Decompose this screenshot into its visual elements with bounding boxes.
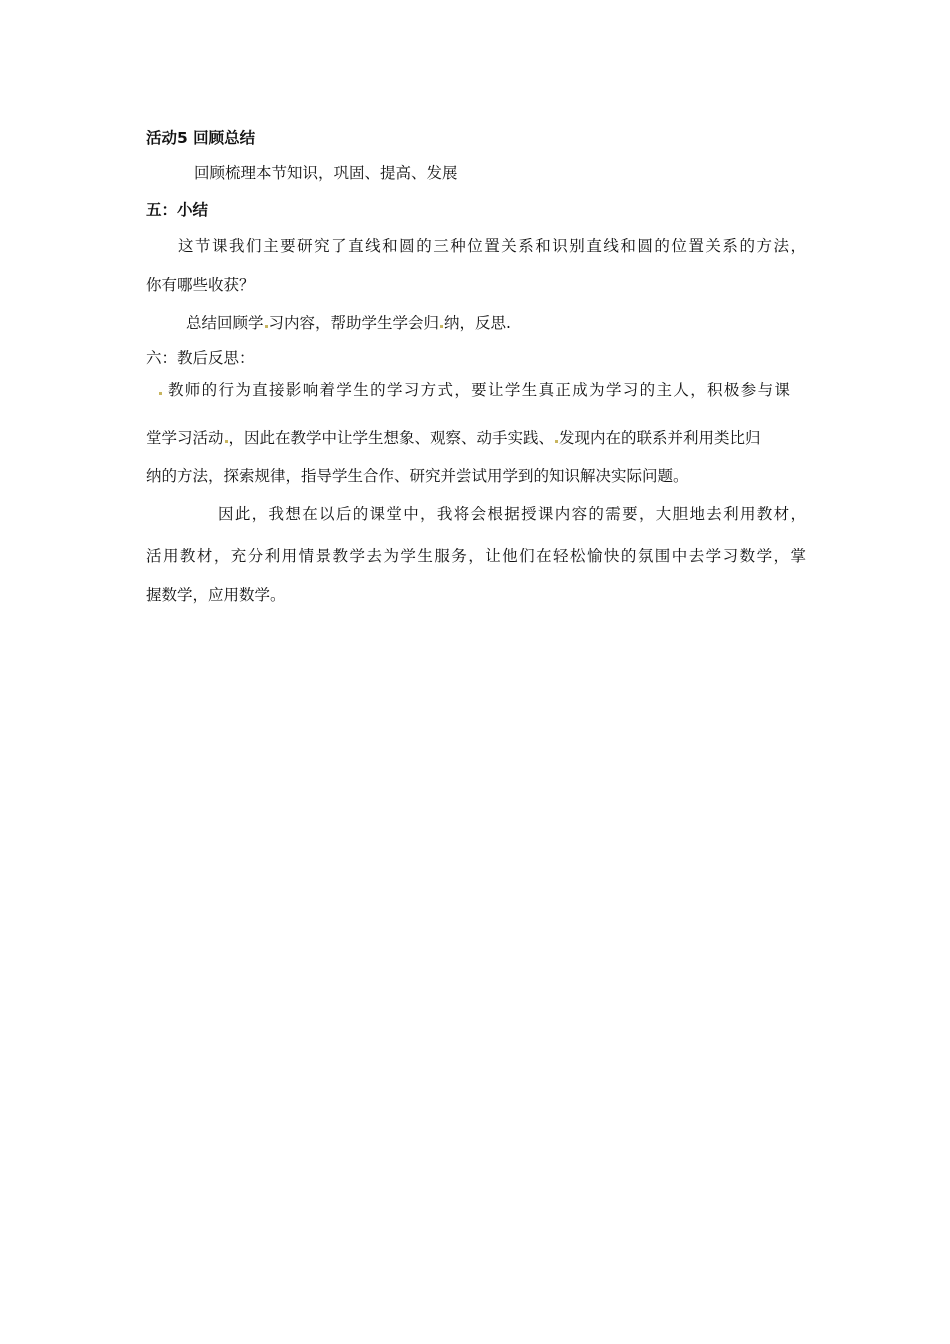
reflection-line-1: 教师的行为直接影响着学生的学习方式，要让学生真正成为学习的主人，积极参与课 bbox=[167, 381, 790, 399]
reflection-line-4: 因此，我想在以后的课堂中，我将会根据授课内容的需要，大胆地去利用教材， bbox=[218, 505, 806, 523]
reflection-line-1-wrap bbox=[158, 380, 806, 400]
reflection-line-2-part-b: ，因此在教学中让学生想象、观察、动手实践、 bbox=[228, 429, 555, 447]
summary-line-1: 这节课我们主要研究了直线和圆的三种位置关系和识别直线和圆的位置关系的方法， bbox=[178, 237, 806, 255]
activity5-text: 回顾梳理本节知识，巩固、提高、发展 bbox=[194, 164, 458, 182]
mark-dot bbox=[555, 440, 558, 443]
reflection-line-2-part-c: 发现内在的联系并利用类比归 bbox=[559, 429, 761, 447]
mark-dot bbox=[265, 325, 268, 328]
reflection-line-2 bbox=[146, 428, 806, 448]
reflection-line-5: 活用教材，充分利用情景教学去为学生服务，让他们在轻松愉快的氛围中去学习数学，掌 bbox=[146, 547, 806, 565]
summary-note-part-c: 纳，反思. bbox=[444, 314, 511, 332]
reflection-line-2-part-a: 堂学习活动 bbox=[146, 429, 224, 447]
mark-dot bbox=[159, 392, 162, 395]
section5-heading: 五：小结 bbox=[146, 201, 209, 219]
activity5-heading: 活动5 回顾总结 bbox=[146, 129, 256, 147]
mark-dot bbox=[440, 325, 443, 328]
section6-heading: 六：教后反思： bbox=[146, 349, 255, 367]
summary-note-part-b: 习内容，帮助学生学会归 bbox=[268, 314, 440, 332]
reflection-line-6: 握数学，应用数学。 bbox=[146, 586, 286, 604]
reflection-line-3: 纳的方法，探索规律，指导学生合作、研究并尝试用学到的知识解决实际问题。 bbox=[146, 467, 689, 485]
summary-note bbox=[186, 313, 511, 333]
mark-dot bbox=[225, 440, 228, 443]
summary-note-part-a: 总结回顾学 bbox=[186, 314, 264, 332]
summary-line-2: 你有哪些收获？ bbox=[146, 276, 255, 294]
